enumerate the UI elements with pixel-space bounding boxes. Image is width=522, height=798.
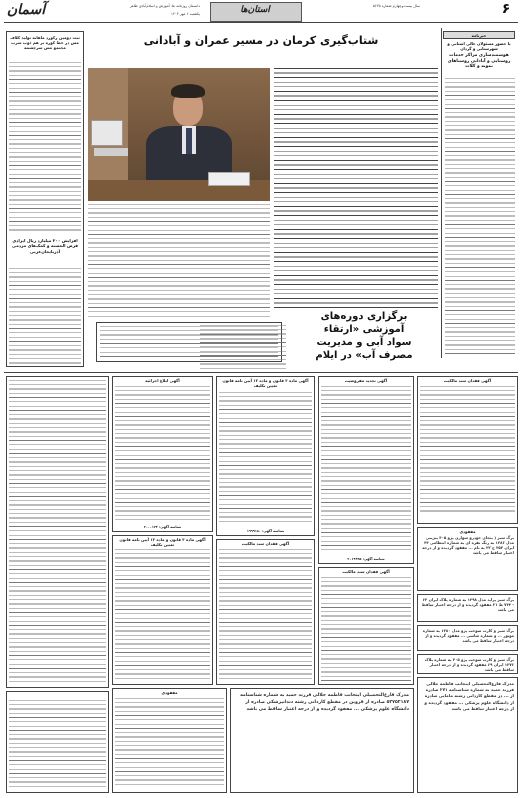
header-issue: سال بیست‌وچهارم شماره ۵۶۲۵ xyxy=(372,4,420,8)
ad-mafghoodi-1 xyxy=(417,527,518,591)
ad-5-title: آگهی ماده ۳ قانون و ماده ۱۳ آیین نامه قانون تعیین تکلیف xyxy=(119,537,206,547)
ad-9-title: آگهی فقدان سند مالکیت xyxy=(241,541,290,546)
right-kicker-box xyxy=(443,31,515,39)
ad-1-text xyxy=(420,386,515,514)
ad-mafghoodi-6-text: مدرک فارغ‌التحصیلی اینجانب فاطمه جلالی فرزند حمید به شماره شناسنامه ۵۲۷۵۲۱۸۷ صادره از قزوین در مقطع کاردانی رشته دندانپزشکی صادره از دانشگاه علوم پزشکی ... مفقود گردیده و از درجه اعتبار ساقط می باشد xyxy=(240,693,409,712)
masthead-logo: آسمان xyxy=(6,2,46,18)
main-article-text-right xyxy=(274,68,438,308)
header-date: یکشنبه ۶ مهر ۱۴۰۴ xyxy=(171,12,200,16)
ad-mafghoodi-3-text: برگ سبز و کارت سوخت پژو مدل ۱۳۸۰ به شماره موتور ... و شماره شاسی ... مفقود گردیده و از درجه اعتبار ساقط می باشد xyxy=(422,628,514,643)
ad-mafghoodi-4 xyxy=(417,654,518,674)
feature-text xyxy=(200,325,286,373)
left-column-text-2 xyxy=(9,268,81,364)
feature-line4: مصرف آب» در ایلام xyxy=(315,350,413,361)
right-kicker: خبرنامه xyxy=(471,33,487,38)
page-header xyxy=(0,0,522,26)
ad-mafghoodi-1-text: برگ سبز ( بنجای خودرو سواری پژو ۴۰۵ بنزینی مدل ۱۳۸۶ به رنگ نقره ای به شماره انتظامی ۴۴ ایران ۴۵۴ ج ۳۲ به نام ... مفقود گردیده و از درجه اعتبار ساقط می باشد xyxy=(422,535,514,555)
left-column-text-1 xyxy=(9,62,81,232)
ad-4-text xyxy=(115,386,210,522)
ad-6-text xyxy=(321,577,411,681)
left-headline: ثبت دومین رکورد ماهانه تولید کلاف مس در خط کوره تر هم ذوب سرب مجتمع مس سرچشمه xyxy=(10,35,80,51)
ad-9-text xyxy=(219,549,312,681)
ad-mafghoodi-5 xyxy=(417,677,518,793)
main-photo xyxy=(88,68,270,201)
ad-2-title: آگهی تجدید مفروضیت xyxy=(344,378,388,383)
ad-4-title: آگهی ابلاغ اجرائیه xyxy=(145,378,180,383)
ad-left-tall-text xyxy=(9,380,106,684)
ad-7-title: مفقودی xyxy=(459,529,476,534)
ad-mafghoodi-3 xyxy=(417,625,518,651)
header-subtitle: دانستان روزنامه ها، آموزش و اسلام‌آبادی طاهر xyxy=(129,4,200,8)
main-headline: شتاب‌گیری کرمان در مسیر عمران و آبادانی xyxy=(143,34,379,47)
ad-mafghoodi-2 xyxy=(417,594,518,622)
ad-8-title: مفقودی xyxy=(161,690,178,695)
section-title: استان‌ها xyxy=(240,5,270,15)
ad-3-title: آگهی ماده ۳ قانون و ماده ۱۳ آیین نامه قانون تعیین تکلیف xyxy=(222,378,309,388)
ad-left-bottom-text xyxy=(9,700,106,788)
ad-4-footer: شناسه آگهی: ۲۰۰۰۱۲۳ xyxy=(143,525,182,529)
right-headline: با حضور مسئولان عالی استانی و شهرستانی و گردان xyxy=(447,41,511,51)
ad-mafghoodi-6 xyxy=(230,688,414,793)
left-subhead: افزایش ۲۰۰ میلیارد ریال ایرادی قرض الحسنه و کمک‌های مردمی آذربایجان‌غربی xyxy=(12,238,78,254)
ad-5-text xyxy=(115,549,210,681)
feature-line2: آموزشی «ارتقاء xyxy=(323,324,405,335)
ad-2-text xyxy=(321,386,411,552)
ad-2-footer: شناسه آگهی: ۲۰۱۹۹۹۵ xyxy=(347,557,385,561)
ad-small-1-text xyxy=(115,698,224,788)
right-column-text xyxy=(445,78,515,356)
page-number: ۶ xyxy=(501,1,511,17)
ad-mafghoodi-5-text: مدرک فارغ‌التحصیلی اینجانب فاطمه جلالی فرزند حمید به شماره شناسنامه ۲۷۱ صادره از ... در مقطع کاردانی رشته مامایی صادره از دانشگاه علوم پزشکی ... مفقود گردیده و از درجه اعتبار ساقط می باشد xyxy=(424,681,514,711)
feature-line3: سواد آبی و مدیریت xyxy=(316,337,412,348)
ad-3-text xyxy=(219,392,312,524)
main-article-text-lower xyxy=(88,204,270,320)
ad-mafghoodi-2-text: برگ سبز پراید مدل ۱۳۹۸ به شماره پلاک ایران ۶۳ - ۷۴۴ ط ۲۱ مفقود گردیده و از درجه اعتبار ساقط می باشد xyxy=(421,597,514,612)
feature-line1: برگزاری دوره‌های xyxy=(320,311,408,322)
ad-1-title: آگهی فقدان سند مالکیت xyxy=(443,378,492,383)
ad-mafghoodi-4-text: برگ سبز و کارت سوخت پژو ۴۰۵ به شماره پلاک ۱۳۷۶ ایران ۶۹ مفقود گردیده و از درجه اعتبار ساقط می باشد xyxy=(424,657,514,672)
ad-3-footer: شناسه آگهی: ۱۹۹۹۱۸۰ xyxy=(246,529,285,533)
ad-6-title: آگهی فقدان سند مالکیت xyxy=(342,569,390,574)
feature-title-box xyxy=(290,310,438,372)
right-subhead: هوشمندسازی مراکز خدمات روستایی و آبادانی روستاهای نمونه و کلات xyxy=(447,53,511,70)
